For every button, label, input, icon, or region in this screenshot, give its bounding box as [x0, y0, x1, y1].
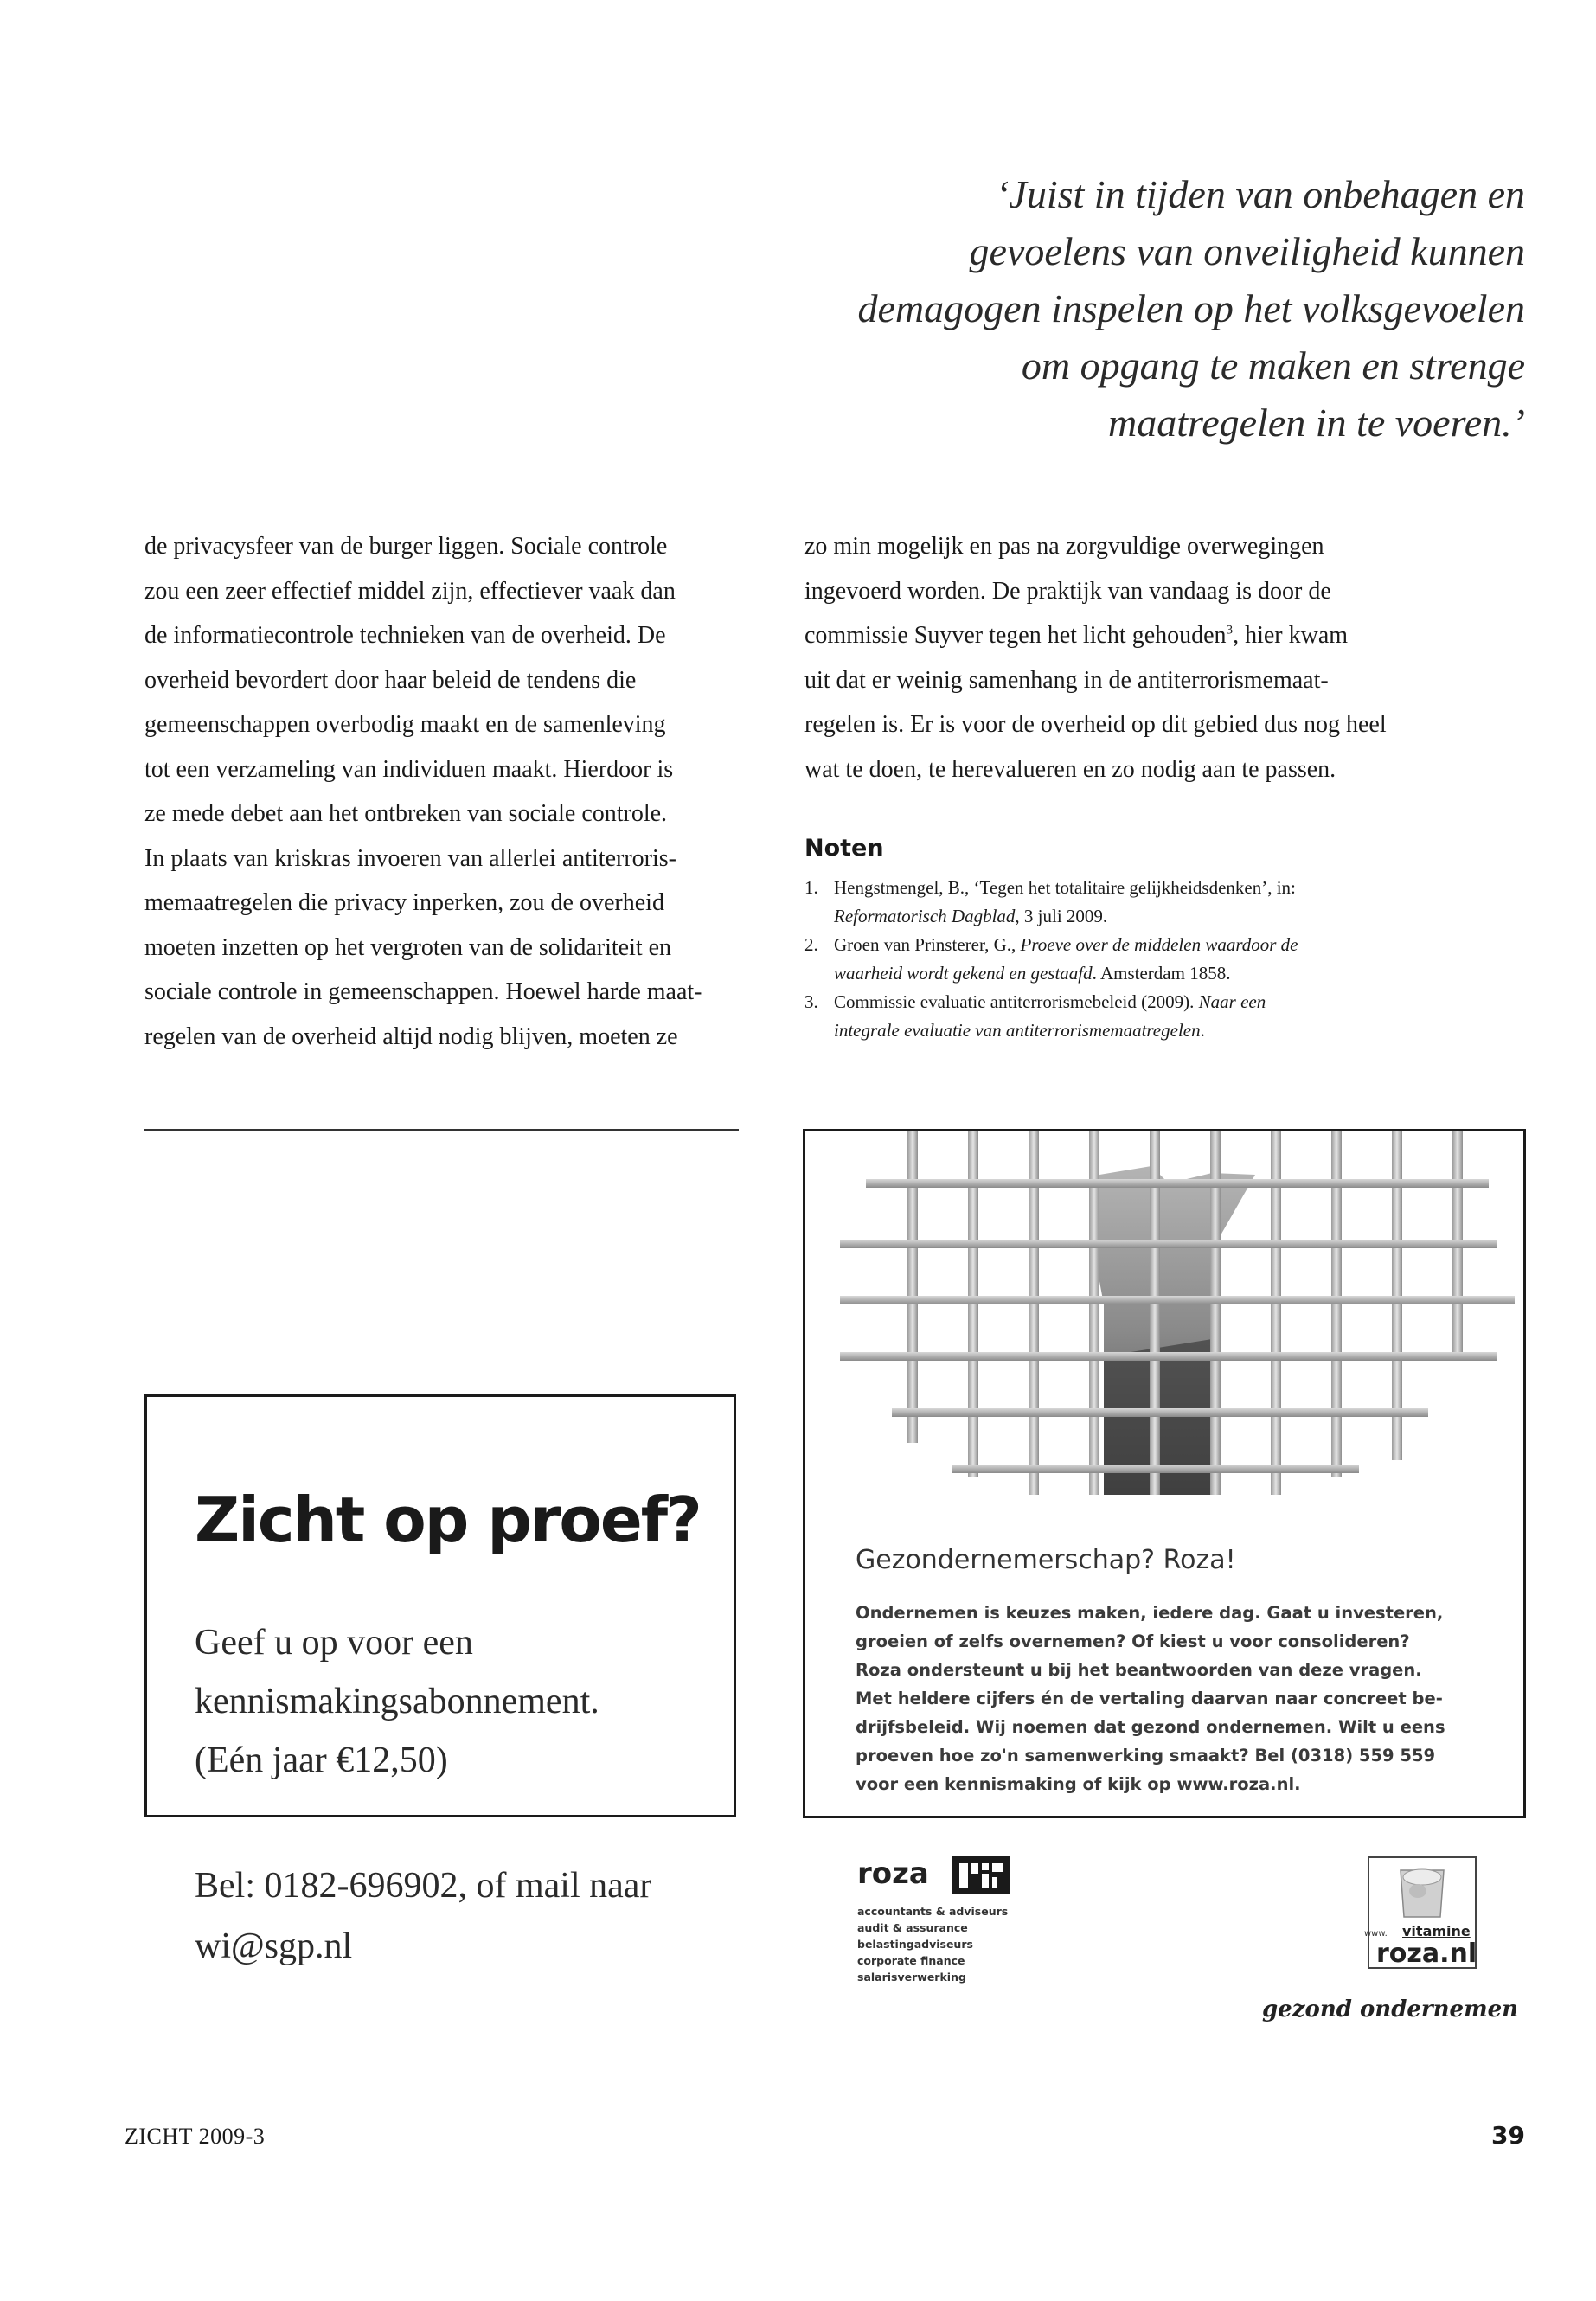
note-italic: integrale evaluatie van antiterrorismemaatregelen — [834, 1020, 1201, 1041]
footer-issue: ZICHT 2009-3 — [125, 2124, 266, 2149]
note-number: 3. — [804, 991, 818, 1012]
body-line: overheid bevordert door haar beleid de tendens die — [144, 666, 637, 694]
body-line: zou een zeer effectief middel zijn, effectiever vaak dan — [144, 577, 676, 605]
body-line: de privacysfeer van de burger liggen. Sociale controle — [144, 533, 668, 560]
note-text: Commissie evaluatie antiterrorismebeleid (2009). — [834, 991, 1199, 1012]
note-italic: Proeve over de middelen waardoor de — [1020, 934, 1298, 955]
body-line: tot een verzameling van individuen maakt. Hierdoor is — [144, 755, 674, 783]
body-line: In plaats van kriskras invoeren van allerlei antiterroris- — [144, 844, 676, 872]
ad-body-line: groeien of zelfs overnemen? Of kiest u voor consolideren? — [856, 1631, 1410, 1651]
body-line: zo min mogelijk en pas na zorgvuldige overwegingen — [804, 533, 1324, 560]
body-text: commissie Suyver tegen het licht gehouden — [804, 622, 1227, 649]
body-line: sociale controle in gemeenschappen. Hoewel harde maat- — [144, 978, 702, 1005]
subscription-line: kennismakingsabonnement. — [195, 1682, 599, 1721]
vitamine-label: vitamine — [1402, 1923, 1471, 1939]
body-line — [804, 613, 1414, 658]
body-text: , hier kwam — [1233, 622, 1349, 649]
ad-body-text: . — [1294, 1774, 1301, 1794]
subscription-title: Zicht op proef? — [195, 1484, 701, 1556]
ad-body-line: Roza ondersteunt u bij het beantwoorden van deze vragen. — [856, 1660, 1422, 1680]
body-line: wat te doen, te herevalueren en zo nodig aan te passen. — [804, 755, 1336, 783]
roza-logo-text: roza — [857, 1856, 929, 1891]
body-line: de informatiecontrole technieken van de overheid. De — [144, 622, 666, 649]
ad-body-line: proeven hoe zo'n samenwerking smaakt? Bel (0318) 559 559 — [856, 1746, 1436, 1766]
note-italic: Reformatorisch Dagblad — [834, 906, 1016, 926]
roza-logo-mark-icon — [952, 1856, 1010, 1894]
body-line: uit dat er weinig samenhang in de antiterrorismemaat- — [804, 666, 1329, 694]
note-line — [834, 1016, 1462, 1045]
pull-quote — [744, 166, 1525, 452]
note-line — [834, 988, 1462, 1016]
subscription-text — [195, 1613, 599, 1790]
note-line: Hengstmengel, B., ‘Tegen het totalitaire gelijkheidsdenken’, in: — [834, 877, 1296, 898]
ad-body — [856, 1599, 1478, 1798]
vitamine-prefix: www. — [1364, 1929, 1388, 1939]
note-line — [834, 902, 1462, 931]
service-item: belastingadviseurs — [857, 1938, 973, 1951]
note-line — [834, 959, 1462, 988]
note-text: . — [1200, 1020, 1205, 1041]
roza-advertisement — [803, 1129, 1526, 2022]
note-text: . Amsterdam 1858. — [1092, 963, 1231, 984]
body-line: ze mede debet aan het ontbreken van sociale controle. — [144, 800, 668, 827]
roza-services-list — [857, 1903, 1008, 1985]
vitamine-site: roza.nl — [1376, 1939, 1477, 1969]
note-number: 1. — [804, 877, 818, 898]
ad-body-line: drijfsbeleid. Wij noemen dat gezond ondernemen. Wilt u eens — [856, 1717, 1445, 1737]
pull-quote-line: om opgang te maken en strenge — [1021, 343, 1525, 388]
body-line: gemeenschappen overbodig maakt en de samenleving — [144, 711, 666, 738]
note-text: , 3 juli 2009. — [1015, 906, 1108, 926]
body-column-right — [804, 524, 1414, 792]
body-line: regelen van de overheid altijd nodig blijven, moeten ze — [144, 1022, 678, 1050]
service-item: salarisverwerking — [857, 1971, 966, 1984]
pull-quote-line: gevoelens van onveiligheid kunnen — [969, 229, 1525, 273]
note-italic: waarheid wordt gekend en gestaafd — [834, 963, 1093, 984]
body-line: regelen is. Er is voor de overheid op dit gebied dus nog heel — [804, 711, 1387, 738]
ad-body-line: Ondernemen is keuzes maken, iedere dag. Gaat u investeren, — [856, 1603, 1444, 1623]
pull-quote-line: ‘Juist in tijden van onbehagen en — [996, 172, 1525, 216]
grid-figure — [1091, 1166, 1255, 1495]
service-item: accountants & adviseurs — [857, 1905, 1009, 1918]
ad-body-line: Met heldere cijfers én de vertaling daarvan naar concreet be- — [856, 1689, 1443, 1708]
note-italic: Naar een — [1198, 991, 1266, 1012]
ad-body-line — [856, 1770, 1478, 1798]
service-item: audit & assurance — [857, 1921, 968, 1934]
ad-body-text: voor een kennismaking of kijk op — [856, 1774, 1177, 1794]
service-item: corporate finance — [857, 1954, 965, 1967]
ad-grid-image — [805, 1131, 1523, 1529]
subscription-box — [144, 1394, 736, 1966]
pull-quote-line: maatregelen in te voeren.’ — [1108, 401, 1525, 445]
note-number: 2. — [804, 934, 818, 955]
ad-headline: Gezondernemerschap? Roza! — [856, 1545, 1236, 1575]
ad-website-link[interactable]: www.roza.nl — [1176, 1774, 1295, 1794]
note-line — [834, 931, 1462, 959]
body-line: moeten inzetten op het vergroten van de solidariteit en — [144, 933, 672, 961]
note-item — [804, 874, 1462, 931]
notes-heading: Noten — [804, 835, 884, 862]
ad-slogan: gezond ondernemen — [1262, 1997, 1519, 2022]
pull-quote-line: demagogen inspelen op het volksgevoelen — [857, 286, 1525, 330]
notes-list — [804, 874, 1462, 1045]
subscription-line: (Eén jaar €12,50) — [195, 1740, 448, 1780]
contact-line: Bel: 0182-696902, of mail naar — [195, 1866, 652, 1906]
footnote-ref: 3 — [1226, 623, 1234, 638]
page-number: 39 — [1491, 2121, 1525, 2150]
note-item — [804, 931, 1462, 988]
subscription-contact — [195, 1856, 651, 1977]
note-item — [804, 988, 1462, 1045]
body-line: memaatregelen die privacy inperken, zou de overheid — [144, 889, 664, 916]
body-column-left — [144, 524, 741, 1059]
body-line: ingevoerd worden. De praktijk van vandaag is door de — [804, 577, 1331, 605]
section-divider — [144, 1129, 739, 1131]
subscription-line: Geef u op voor een — [195, 1623, 473, 1663]
contact-email: wi@sgp.nl — [195, 1926, 353, 1966]
note-text: Groen van Prinsterer, G., — [834, 934, 1021, 955]
